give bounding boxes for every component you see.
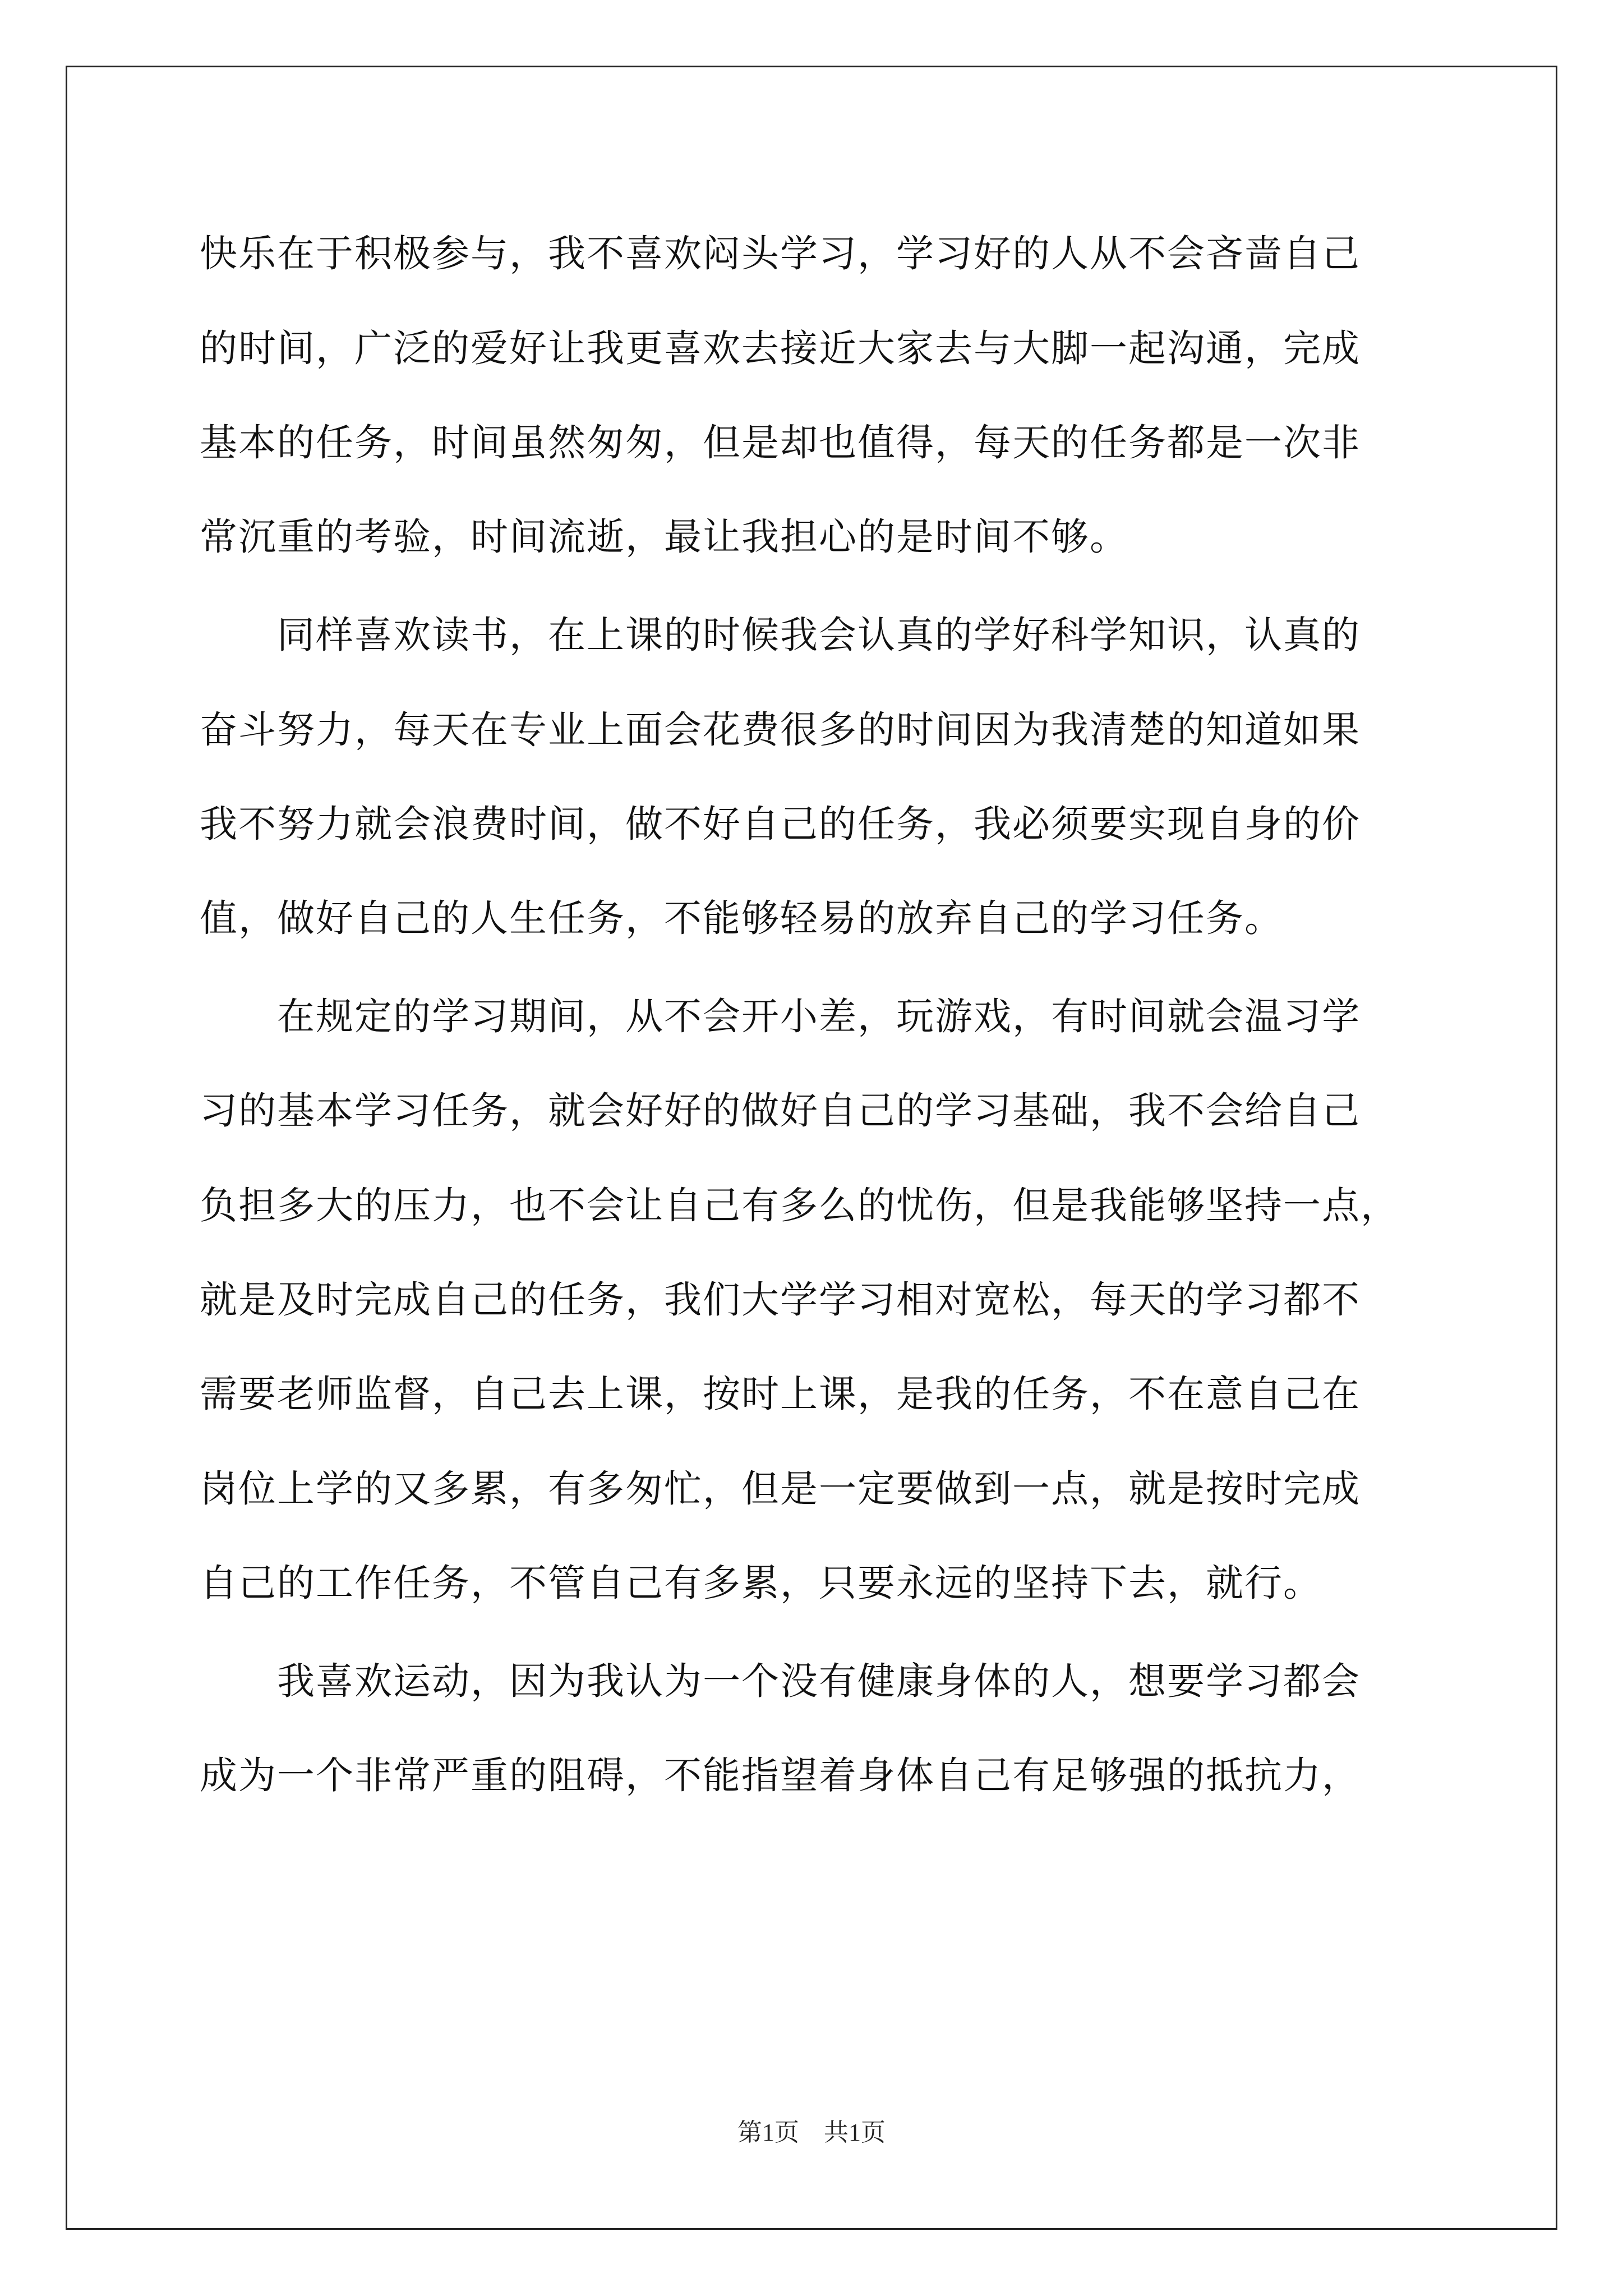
page-border (66, 66, 1557, 2230)
text-line: 成为一个非常严重的阻碍，不能指望着身体自己有足够强的抵抗力， (200, 1754, 1361, 1797)
text-line: 岗位上学的又多累，有多匆忙，但是一定要做到一点，就是按时完成 (200, 1467, 1361, 1511)
text-line: 奋斗努力，每天在专业上面会花费很多的时间因为我清楚的知道如果 (200, 708, 1361, 752)
page-footer (0, 2116, 1623, 2150)
page-number-current: 第1页 (737, 2119, 799, 2146)
page-number-total: 共1页 (824, 2119, 886, 2146)
text-line: 常沉重的考验，时间流逝，最让我担心的是时间不够。 (200, 515, 1128, 559)
text-line: 需要老师监督，自己去上课，按时上课，是我的任务，不在意自己在 (200, 1372, 1361, 1416)
text-line: 的时间，广泛的爱好让我更喜欢去接近大家去与大脚一起沟通，完成 (200, 326, 1361, 370)
text-line: 就是及时完成自己的任务，我们大学学习相对宽松，每天的学习都不 (200, 1278, 1361, 1322)
text-line: 习的基本学习任务，就会好好的做好自己的学习基础，我不会给自己 (200, 1089, 1361, 1133)
text-line: 同样喜欢读书，在上课的时候我会认真的学好科学知识，认真的 (200, 613, 1361, 657)
text-line: 自己的工作任务，不管自己有多累，只要永远的坚持下去，就行。 (200, 1561, 1322, 1605)
text-line: 我喜欢运动，因为我认为一个没有健康身体的人，想要学习都会 (200, 1659, 1361, 1703)
text-line: 负担多大的压力，也不会让自己有多么的忧伤，但是我能够坚持一点， (200, 1184, 1399, 1227)
text-line: 基本的任务，时间虽然匆匆，但是却也值得，每天的任务都是一次非 (200, 421, 1361, 464)
text-line: 快乐在于积极参与，我不喜欢闷头学习，学习好的人从不会吝啬自己 (200, 232, 1361, 275)
text-line: 值，做好自己的人生任务，不能够轻易的放弃自己的学习任务。 (200, 896, 1283, 940)
text-line: 我不努力就会浪费时间，做不好自己的任务，我必须要实现自身的价 (200, 802, 1361, 846)
text-line: 在规定的学习期间，从不会开小差，玩游戏，有时间就会温习学 (200, 995, 1361, 1038)
